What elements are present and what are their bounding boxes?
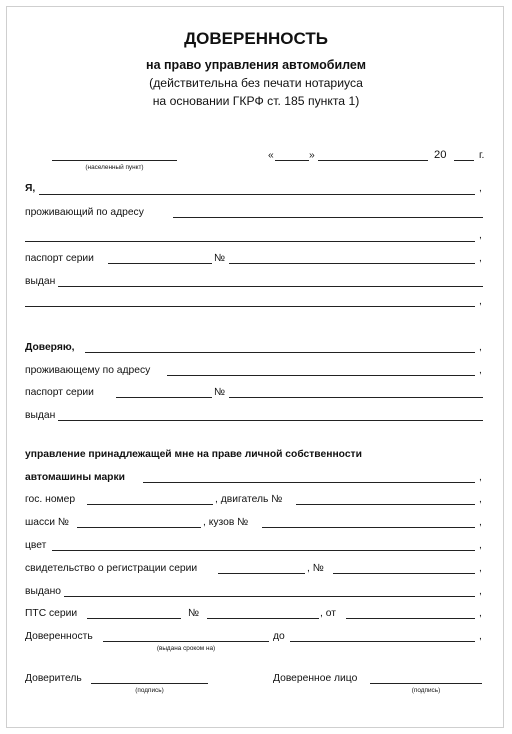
principal-address-field-2[interactable] <box>25 241 475 242</box>
comma: , <box>479 342 482 353</box>
vehicle-pts-no-label: № <box>188 608 200 619</box>
validity-label: Доверенность <box>25 631 93 642</box>
principal-address-field[interactable] <box>173 217 483 218</box>
trustee-name-field[interactable] <box>85 352 475 353</box>
vehicle-engine-label: , двигатель № <box>215 494 283 505</box>
date-quote-open: « <box>268 150 274 161</box>
vehicle-color-field[interactable] <box>52 550 475 551</box>
date-month-field[interactable] <box>318 160 428 161</box>
comma: , <box>479 183 482 194</box>
validity-term-field[interactable] <box>103 641 269 642</box>
trustee-issued-field[interactable] <box>58 420 483 421</box>
principal-i-label: Я, <box>25 183 36 194</box>
document-subtitle: на право управления автомобилем <box>146 58 366 72</box>
principal-issued-field[interactable] <box>58 286 483 287</box>
principal-address-label: проживающий по адресу <box>25 207 144 218</box>
comma: , <box>479 540 482 551</box>
vehicle-control-text: управление принадлежащей мне на праве личной собственности <box>25 449 362 460</box>
comma: , <box>479 563 482 574</box>
principal-signature-caption: (подпись) <box>135 687 164 694</box>
vehicle-pts-date-field[interactable] <box>346 618 475 619</box>
vehicle-registration-label: свидетельство о регистрации серии <box>25 563 198 574</box>
date-quote-close: » <box>309 150 315 161</box>
principal-name-field[interactable] <box>39 194 475 195</box>
trustee-signature-caption: (подпись) <box>411 687 441 694</box>
vehicle-issued-label: выдано <box>25 586 62 597</box>
validity-caption: (выдана сроком на) <box>156 645 216 652</box>
trustee-signature-label: Доверенное лицо <box>273 673 358 684</box>
trustee-passport-series-label: паспорт серии <box>25 387 94 398</box>
vehicle-plate-label: гос. номер <box>25 494 76 505</box>
vehicle-issued-field[interactable] <box>64 596 475 597</box>
trustee-signature-field[interactable] <box>370 683 482 684</box>
vehicle-color-label: цвет <box>25 540 47 551</box>
principal-issued-label: выдан <box>25 276 56 287</box>
trustee-address-label: проживающему по адресу <box>25 365 151 376</box>
vehicle-chassis-field[interactable] <box>77 527 201 528</box>
comma: , <box>479 631 482 642</box>
document-title: ДОВЕРЕННОСТЬ <box>184 29 328 48</box>
vehicle-engine-field[interactable] <box>296 504 475 505</box>
place-field[interactable] <box>52 160 177 161</box>
vehicle-registration-series-field[interactable] <box>218 573 305 574</box>
vehicle-brand-field[interactable] <box>143 482 475 483</box>
trustee-passport-no-label: № <box>214 387 226 398</box>
principal-passport-series-field[interactable] <box>108 263 212 264</box>
principal-signature-field[interactable] <box>91 683 208 684</box>
trustee-trust-label: Доверяю, <box>25 342 75 353</box>
comma: , <box>479 365 482 376</box>
vehicle-pts-label: ПТС серии <box>25 608 78 619</box>
validity-until-label: до <box>273 631 285 642</box>
date-year-suffix: г. <box>479 150 485 161</box>
principal-passport-no-field[interactable] <box>229 263 475 264</box>
trustee-issued-label: выдан <box>25 410 56 421</box>
comma: , <box>479 494 482 505</box>
trustee-address-field[interactable] <box>167 375 475 376</box>
vehicle-pts-no-field[interactable] <box>207 618 319 619</box>
vehicle-plate-field[interactable] <box>87 504 213 505</box>
vehicle-pts-series-field[interactable] <box>87 618 181 619</box>
comma: , <box>479 472 482 483</box>
principal-passport-no-label: № <box>214 253 226 264</box>
principal-signature-label: Доверитель <box>25 673 82 684</box>
date-year-prefix: 20 <box>434 149 447 161</box>
vehicle-registration-no-field[interactable] <box>333 573 475 574</box>
comma: , <box>479 296 482 307</box>
principal-passport-series-label: паспорт серии <box>25 253 94 264</box>
vehicle-body-field[interactable] <box>262 527 475 528</box>
comma: , <box>479 253 482 264</box>
comma: , <box>479 517 482 528</box>
vehicle-registration-no-label: , № <box>307 563 324 574</box>
comma: , <box>479 230 482 241</box>
principal-issued-field-2[interactable] <box>25 306 475 307</box>
place-caption: (населенный пункт) <box>85 164 144 171</box>
document-note-line2: на основании ГКРФ ст. 185 пункта 1) <box>152 94 360 108</box>
date-day-field[interactable] <box>275 160 309 161</box>
trustee-passport-no-field[interactable] <box>229 397 483 398</box>
comma: , <box>479 586 482 597</box>
date-year-field[interactable] <box>454 160 474 161</box>
comma: , <box>479 608 482 619</box>
vehicle-chassis-label: шасси № <box>25 517 69 528</box>
trustee-passport-series-field[interactable] <box>116 397 212 398</box>
document-note-line1: (действительна без печати нотариуса <box>149 76 363 90</box>
validity-until-field[interactable] <box>290 641 475 642</box>
vehicle-body-label: , кузов № <box>203 517 249 528</box>
vehicle-pts-from-label: , от <box>320 608 336 619</box>
vehicle-brand-label: автомашины марки <box>25 472 125 483</box>
